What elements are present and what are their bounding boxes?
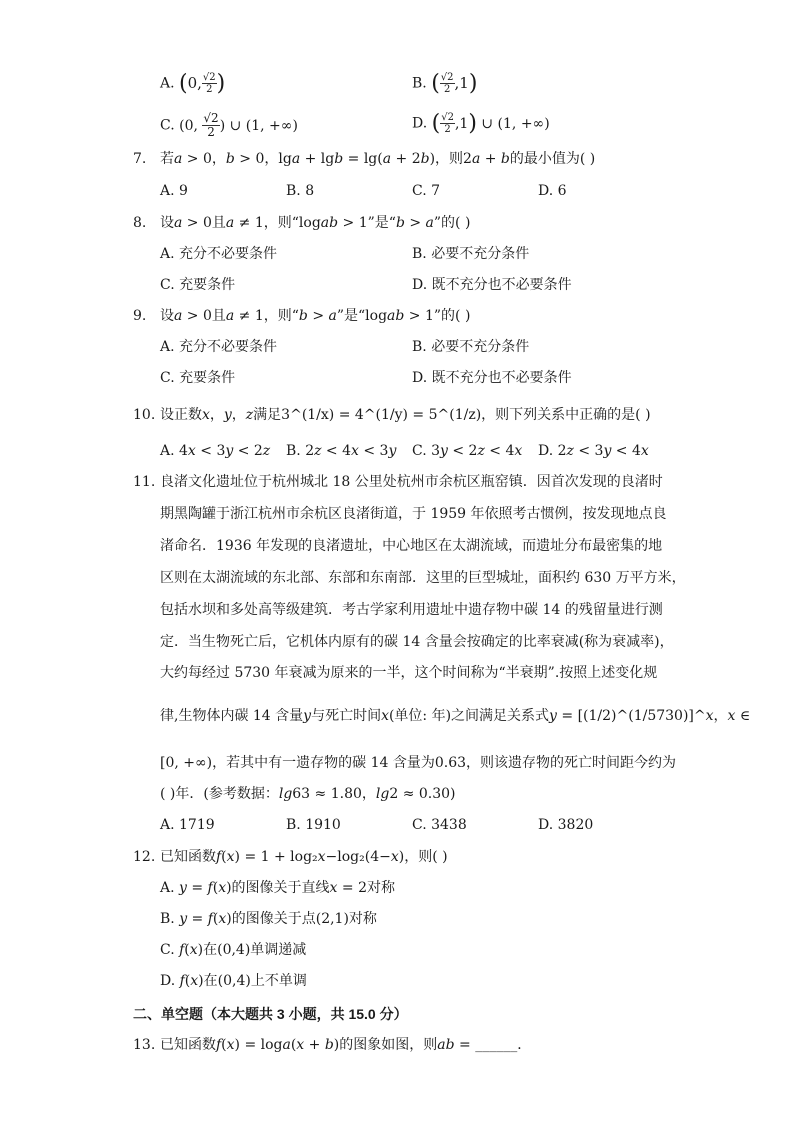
q10-stem: 设正数𝑥，𝑦，𝑧满足3^(1/x) = 4^(1/y) = 5^(1/z)，则下列关系中正确的是( ) — [160, 407, 651, 423]
q11-line-2: 期黑陶罐于浙江杭州市余杭区良渚街道，于 1959 年依照考古惯例，按发现地点良 — [160, 506, 667, 522]
q11-option-d[interactable]: D. 3820 — [538, 817, 594, 833]
q13-number: 13. — [133, 1037, 156, 1053]
q11-number: 11. — [133, 474, 156, 490]
q11-line-4: 区则在太湖流域的东北部、东部和东南部．这里的巨型城址，面积约 630 万平方米， — [160, 570, 686, 586]
q7-option-d[interactable]: D. 6 — [538, 183, 567, 199]
q12-number: 12. — [133, 849, 156, 865]
q8-option-d[interactable]: D. 既不充分也不必要条件 — [412, 277, 572, 293]
q9-option-a[interactable]: A. 充分不必要条件 — [160, 339, 278, 355]
q7-option-b[interactable]: B. 8 — [286, 183, 315, 199]
q10-option-a[interactable]: A. 4𝑥 < 3𝑦 < 2𝑧 — [160, 443, 271, 459]
q6-option-d-text: ( $\frac{√2}{2}$ ,1) ∪ (1, +∞) — [431, 110, 550, 136]
q11-line-10: ( )年．(参考数据：𝑙𝑔63 ≈ 1.80，𝑙𝑔2 ≈ 0.30) — [160, 786, 456, 802]
q10-option-b[interactable]: B. 2𝑧 < 4𝑥 < 3𝑦 — [286, 443, 397, 459]
q12-option-c[interactable]: C. 𝑓(𝑥)在(0,4)单调递减 — [160, 942, 307, 958]
q11-line-5: 包括水坝和多处高等级建筑．考古学家利用遗址中遗存物中碳 14 的残留量进行测 — [160, 602, 663, 618]
q11-option-b[interactable]: B. 1910 — [286, 817, 341, 833]
q6-option-c[interactable]: C. (0, $\frac{√2}{2}$ ) ∪ (1, +∞) — [160, 111, 298, 139]
q6-option-a[interactable]: A. (0, $\frac{√2}{2}$ ) — [160, 70, 226, 96]
q6-option-d[interactable]: D. ( $\frac{√2}{2}$ ,1) ∪ (1, +∞) — [412, 110, 550, 136]
q6-option-b[interactable]: B. ( $\frac{√2}{2}$ ,1) — [412, 70, 478, 96]
q7-option-a[interactable]: A. 9 — [160, 183, 188, 199]
q9-stem: 设𝑎 > 0且𝑎 ≠ 1，则“𝑏 > 𝑎”是“log𝑎𝑏 > 1”的( ) — [160, 308, 471, 324]
q13-stem: 已知函数𝑓(𝑥) = log𝑎(𝑥 + 𝑏)的图象如图，则𝑎𝑏 = ______． — [160, 1037, 532, 1053]
q11-line-7: 大约每经过 5730 年衰减为原来的一半，这个时间称为“半衰期”.按照上述变化规 — [160, 665, 658, 681]
q11-line-9: [0, +∞)，若其中有一遗存物的碳 14 含量为0.63，则该遗存物的死亡时间距今约为 — [160, 755, 677, 771]
q8-number: 8. — [133, 215, 147, 231]
q6-option-c-text: (0, $\frac{√2}{2}$ ) ∪ (1, +∞) — [179, 111, 298, 139]
q11-formula-line: 律,生物体内碳 14 含量𝑦与死亡时间𝑥(单位: 年)之间满足关系式𝑦 = [(1/2)^(1/5730)]^𝑥，𝑥 ∈ — [160, 708, 751, 724]
q10-number: 10. — [133, 407, 156, 423]
q8-option-b[interactable]: B. 必要不充分条件 — [412, 246, 530, 262]
q7-stem: 若𝑎 > 0，𝑏 > 0，lg𝑎 + lg𝑏 = lg(𝑎 + 2𝑏)，则2𝑎 + 𝑏的最小值为( ) — [160, 151, 596, 167]
q12-option-b[interactable]: B. 𝑦 = 𝑓(𝑥)的图像关于点(2,1)对称 — [160, 911, 377, 927]
q9-option-c[interactable]: C. 充要条件 — [160, 370, 236, 386]
q8-stem: 设𝑎 > 0且𝑎 ≠ 1，则“log𝑎𝑏 > 1”是“𝑏 > 𝑎”的( ) — [160, 215, 471, 231]
q6-option-b-text: ( $\frac{√2}{2}$ ,1) — [431, 70, 478, 96]
q12-option-d[interactable]: D. 𝑓(𝑥)在(0,4)上不单调 — [160, 973, 307, 989]
q12-option-a[interactable]: A. 𝑦 = 𝑓(𝑥)的图像关于直线𝑥 = 2对称 — [160, 880, 395, 896]
q7-option-c[interactable]: C. 7 — [412, 183, 441, 199]
q9-number: 9. — [133, 308, 147, 324]
q11-option-c[interactable]: C. 3438 — [412, 817, 467, 833]
q12-stem: 已知函数𝑓(𝑥) = 1 + log₂𝑥−log₂(4−𝑥)，则( ) — [160, 849, 448, 865]
q10-option-c[interactable]: C. 3𝑦 < 2𝑧 < 4𝑥 — [412, 443, 523, 459]
q11-line-1: 良渚文化遗址位于杭州城北 18 公里处杭州市余杭区瓶窑镇．因首次发现的良渚时 — [160, 474, 663, 490]
q9-option-d[interactable]: D. 既不充分也不必要条件 — [412, 370, 572, 386]
q9-option-b[interactable]: B. 必要不充分条件 — [412, 339, 530, 355]
q8-option-c[interactable]: C. 充要条件 — [160, 277, 236, 293]
q7-number: 7. — [133, 151, 147, 167]
q11-line-3: 渚命名．1936 年发现的良渚遗址，中心地区在太湖流域，而遗址分布最密集的地 — [160, 538, 663, 554]
q11-option-a[interactable]: A. 1719 — [160, 817, 215, 833]
q6-option-a-text: (0, $\frac{√2}{2}$ ) — [179, 70, 226, 96]
q11-line-6: 定．当生物死亡后，它机体内原有的碳 14 含量会按确定的比率衰减(称为衰减率)， — [160, 634, 674, 650]
q10-option-d[interactable]: D. 2𝑧 < 3𝑦 < 4𝑥 — [538, 443, 649, 459]
section-heading: 二、单空题（本大题共 3 小题，共 15.0 分） — [133, 1006, 408, 1022]
q8-option-a[interactable]: A. 充分不必要条件 — [160, 246, 278, 262]
